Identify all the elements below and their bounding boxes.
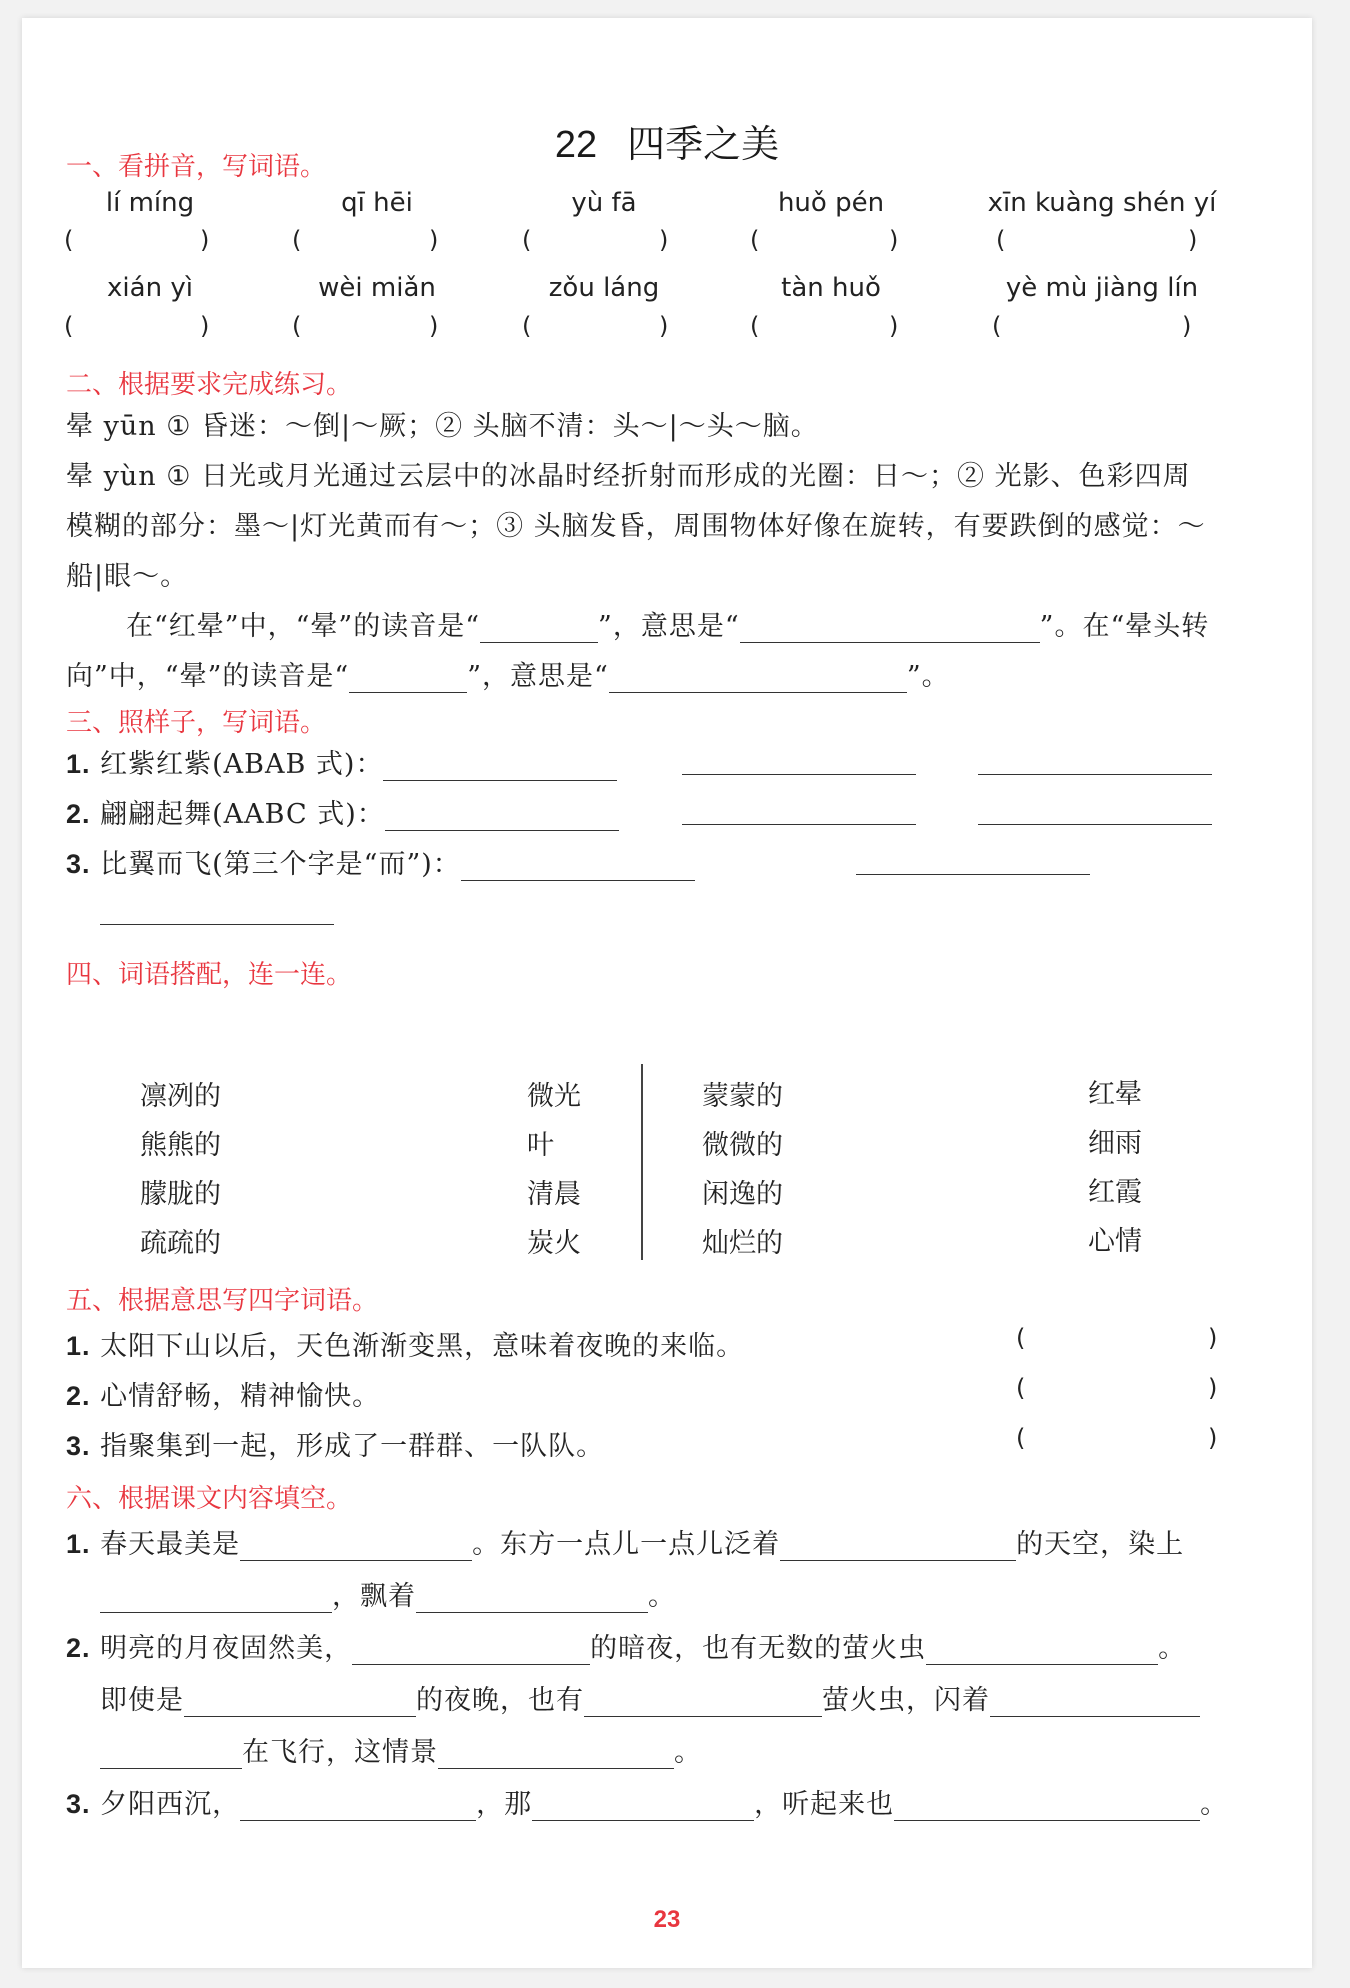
fill-text: 的天空，染上: [1016, 1529, 1185, 1560]
answer-paren-close: ): [429, 226, 439, 254]
answer-paren-close: ): [659, 312, 669, 340]
fill-blank[interactable]: [532, 1794, 754, 1821]
answer-space[interactable]: [1032, 1324, 1202, 1356]
match-left-word[interactable]: 熊熊的: [140, 1130, 221, 1161]
fill-blank[interactable]: [100, 898, 334, 925]
answer-paren-open: (: [750, 312, 760, 340]
definition-item: [66, 1374, 380, 1413]
item-number: 3.: [66, 849, 91, 879]
answer-space[interactable]: [1032, 1424, 1202, 1456]
fill-blank[interactable]: [416, 1586, 648, 1613]
fill-line: [66, 1626, 1186, 1665]
fill-text: ，听起来也: [754, 1789, 895, 1820]
answer-space[interactable]: [764, 312, 884, 342]
answer-space[interactable]: [306, 312, 426, 342]
question-text: ”，意思是“: [598, 611, 740, 642]
question-text: ”。: [906, 661, 950, 692]
answer-space[interactable]: [78, 226, 198, 256]
answer-paren-close: ): [889, 226, 899, 254]
match-left-target[interactable]: 叶: [527, 1130, 554, 1161]
answer-paren-open: (: [64, 312, 74, 340]
match-left-word[interactable]: 凛冽的: [140, 1081, 221, 1112]
item-number: 1.: [66, 749, 91, 779]
question-line: [126, 604, 1209, 643]
pattern-text: 红紫红紫(ABAB 式)：: [100, 749, 384, 780]
fill-blank[interactable]: [100, 1742, 242, 1769]
match-left-word[interactable]: 疏疏的: [140, 1228, 221, 1259]
fill-blank[interactable]: [480, 616, 598, 643]
item-number: 2.: [66, 799, 91, 829]
pattern-text: 比翼而飞(第三个字是“而”)：: [100, 849, 461, 880]
pattern-item: [66, 742, 617, 781]
definition-item: [66, 1424, 604, 1463]
fill-blank[interactable]: [184, 1690, 416, 1717]
answer-paren-close: ): [1182, 312, 1192, 340]
pinyin-item: zǒu láng: [548, 273, 660, 303]
question-line: [66, 654, 950, 693]
fill-line: [66, 1782, 1228, 1821]
match-right-word[interactable]: 闲逸的: [702, 1179, 783, 1210]
dictionary-entry-yun1: 晕 yūn ① 昏迷：～倒|～厥；② 头脑不清：头～|～头～脑。: [66, 411, 819, 442]
fill-blank[interactable]: [894, 1794, 1200, 1821]
fill-text: 。东方一点儿一点儿泛着: [472, 1529, 781, 1560]
pinyin-item: xián yì: [107, 273, 193, 303]
item-number: 1.: [66, 1331, 91, 1361]
answer-paren-close: ): [659, 226, 669, 254]
fill-blank[interactable]: [385, 804, 619, 831]
answer-space[interactable]: [764, 226, 884, 256]
match-right-target[interactable]: 细雨: [1088, 1128, 1142, 1159]
pinyin-item: wèi miǎn: [318, 273, 436, 303]
answer-paren-open: (: [64, 226, 74, 254]
fill-line: [100, 1730, 702, 1769]
pinyin-item: yù fā: [571, 188, 637, 218]
pinyin-item: qī hēi: [341, 188, 413, 218]
answer-space[interactable]: [536, 312, 656, 342]
pinyin-item: huǒ pén: [777, 188, 885, 218]
fill-text: ，那: [476, 1789, 533, 1820]
question-text: 在“红晕”中，“晕”的读音是“: [126, 611, 481, 642]
item-number: 1.: [66, 1529, 91, 1559]
answer-space[interactable]: [306, 226, 426, 256]
answer-space[interactable]: [78, 312, 198, 342]
fill-blank[interactable]: [240, 1794, 476, 1821]
match-left-target[interactable]: 炭火: [527, 1228, 581, 1259]
fill-blank[interactable]: [383, 754, 617, 781]
pinyin-item: lí míng: [105, 188, 195, 218]
pattern-item: [66, 842, 695, 881]
answer-paren-open: (: [750, 226, 760, 254]
item-number: 2.: [66, 1381, 91, 1411]
dictionary-entry-cont: 模糊的部分：墨～|灯光黄而有～；③ 头脑发昏，周围物体好像在旋转，有要跌倒的感觉：～: [66, 511, 1206, 542]
answer-paren-close: ): [1188, 226, 1198, 254]
answer-space[interactable]: [1006, 312, 1178, 342]
answer-paren-open: (: [992, 312, 1002, 340]
fill-text: 。: [674, 1737, 702, 1768]
fill-text: 。: [648, 1581, 676, 1612]
answer-paren-open: (: [1016, 1324, 1026, 1352]
answer-space[interactable]: [1010, 226, 1185, 256]
fill-blank[interactable]: [240, 1534, 472, 1561]
item-number: 3.: [66, 1789, 91, 1819]
pattern-item: [66, 792, 619, 831]
pinyin-item: xīn kuàng shén yí: [987, 188, 1217, 218]
answer-paren-open: (: [996, 226, 1006, 254]
fill-blank[interactable]: [584, 1690, 822, 1717]
fill-blank[interactable]: [349, 666, 467, 693]
match-right-word[interactable]: 蒙蒙的: [702, 1081, 783, 1112]
answer-paren-open: (: [522, 312, 532, 340]
lesson-title: 四季之美: [627, 122, 780, 166]
item-number: 2.: [66, 1633, 91, 1663]
fill-blank[interactable]: [461, 854, 695, 881]
definition-text: 指聚集到一起，形成了一群群、一队队。: [100, 1431, 605, 1462]
question-text: 向”中，“晕”的读音是“: [66, 661, 350, 692]
item-number: 3.: [66, 1431, 91, 1461]
fill-blank[interactable]: [740, 616, 1040, 643]
answer-space[interactable]: [536, 226, 656, 256]
fill-text: 的夜晚，也有: [416, 1685, 584, 1716]
fill-blank[interactable]: [856, 848, 1090, 875]
pinyin-item: yè mù jiàng lín: [1005, 273, 1199, 303]
fill-blank[interactable]: [438, 1742, 674, 1769]
answer-paren-open: (: [292, 226, 302, 254]
section-6-heading: 六、根据课文内容填空。: [66, 1484, 353, 1514]
answer-paren-open: (: [292, 312, 302, 340]
answer-paren-close: ): [1208, 1424, 1218, 1452]
section-2-heading: 二、根据要求完成练习。: [66, 370, 353, 400]
answer-paren-close: ): [889, 312, 899, 340]
lesson-number: 22: [554, 124, 598, 166]
fill-blank[interactable]: [100, 1586, 332, 1613]
answer-paren-close: ): [1208, 1324, 1218, 1352]
fill-blank[interactable]: [990, 1690, 1200, 1717]
definition-text: 心情舒畅，精神愉快。: [100, 1381, 381, 1412]
fill-text: 即使是: [100, 1685, 184, 1716]
answer-paren-close: ): [200, 226, 210, 254]
fill-blank[interactable]: [352, 1638, 590, 1665]
fill-blank[interactable]: [609, 666, 907, 693]
worksheet-page: [22, 18, 1312, 1968]
answer-paren-open: (: [1016, 1374, 1026, 1402]
match-left-target[interactable]: 微光: [527, 1081, 581, 1112]
question-text: ”。在“晕头转: [1039, 611, 1210, 642]
fill-text: 。: [1158, 1633, 1187, 1664]
fill-line: [100, 1574, 676, 1613]
fill-text: 的暗夜，也有无数的萤火虫: [590, 1633, 927, 1664]
definition-text: 太阳下山以后，天色渐渐变黑，意味着夜晚的来临。: [100, 1331, 745, 1362]
section-3-heading: 三、照样子，写词语。: [66, 708, 327, 738]
definition-item: [66, 1324, 744, 1363]
dictionary-entry-cont: 船|眼～。: [66, 561, 189, 592]
fill-text: 萤火虫，闪着: [822, 1685, 990, 1716]
answer-space[interactable]: [1032, 1374, 1202, 1406]
section-1-heading: 一、看拼音，写词语。: [66, 152, 327, 182]
answer-paren-close: ): [429, 312, 439, 340]
fill-text: 在飞行，这情景: [242, 1737, 438, 1768]
answer-paren-close: ): [1208, 1374, 1218, 1402]
answer-paren-open: (: [1016, 1424, 1026, 1452]
match-right-target[interactable]: 心情: [1088, 1226, 1142, 1257]
fill-line: [66, 1522, 1184, 1561]
fill-blank[interactable]: [926, 1638, 1158, 1665]
fill-blank[interactable]: [682, 748, 916, 775]
match-right-word[interactable]: 微微的: [702, 1130, 783, 1161]
fill-line: [100, 1678, 1200, 1717]
answer-paren-close: ): [200, 312, 210, 340]
match-right-target[interactable]: 红晕: [1088, 1079, 1142, 1110]
match-left-word[interactable]: 朦胧的: [140, 1179, 221, 1210]
match-right-target[interactable]: 红霞: [1088, 1177, 1142, 1208]
pinyin-item: tàn huǒ: [781, 273, 881, 303]
fill-blank[interactable]: [682, 798, 916, 825]
question-text: ”，意思是“: [467, 661, 609, 692]
match-left-target[interactable]: 清晨: [527, 1179, 581, 1210]
fill-text: 夕阳西沉，: [100, 1789, 241, 1820]
dictionary-entry-yun4: 晕 yùn ① 日光或月光通过云层中的冰晶时经折射而形成的光圈：日～；② 光影、色彩四周: [66, 461, 1191, 492]
fill-text: 。: [1200, 1789, 1229, 1820]
match-right-word[interactable]: 灿烂的: [702, 1228, 783, 1259]
page-number: 23: [653, 1906, 681, 1933]
fill-text: 春天最美是: [100, 1529, 241, 1560]
fill-blank[interactable]: [978, 748, 1212, 775]
fill-blank[interactable]: [978, 798, 1212, 825]
section-5-heading: 五、根据意思写四字词语。: [66, 1286, 379, 1316]
pattern-text: 翩翩起舞(AABC 式)：: [100, 799, 385, 830]
answer-paren-open: (: [522, 226, 532, 254]
fill-text: ，飘着: [332, 1581, 416, 1612]
section-4-heading: 四、词语搭配，连一连。: [66, 960, 353, 990]
column-divider: [641, 1064, 643, 1260]
fill-blank[interactable]: [780, 1534, 1016, 1561]
fill-text: 明亮的月夜固然美，: [100, 1633, 353, 1664]
